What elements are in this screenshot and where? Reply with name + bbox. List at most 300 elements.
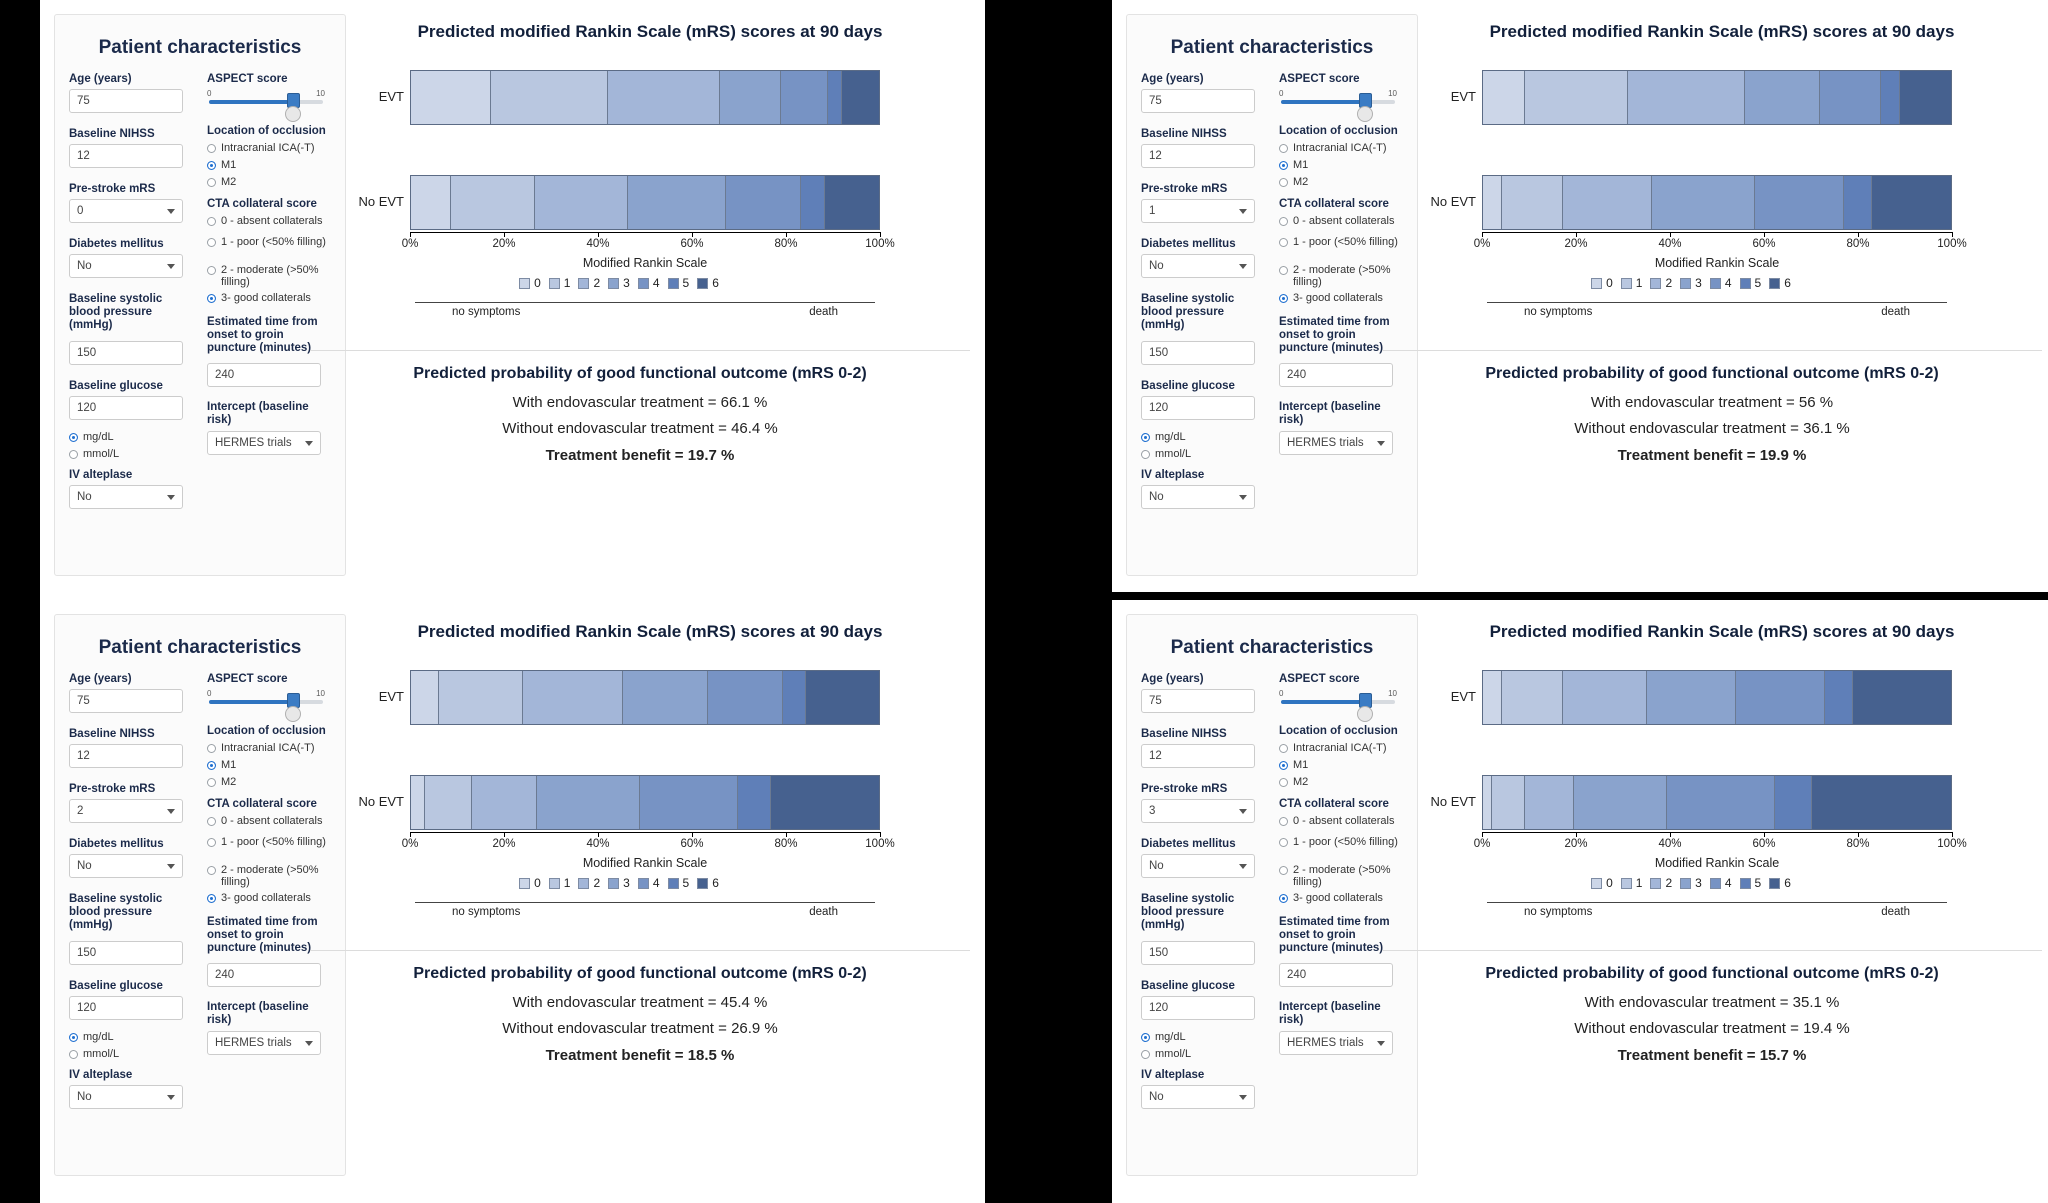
intercept-label: Intercept (baseline risk): [1279, 401, 1381, 426]
x-axis-tick-1: [504, 232, 505, 237]
chart-title: Predicted modified Rankin Scale (mRS) scores at 90 days: [417, 22, 883, 41]
collateral-3-label: 3- good collaterals: [1293, 892, 1383, 904]
legend-label-3: 3: [1695, 276, 1702, 290]
aspect-slider-handle[interactable]: [285, 106, 301, 122]
time-label: Estimated time from onset to groin puncture (minutes): [1279, 916, 1390, 954]
collateral-0-label: 0 - absent collaterals: [221, 815, 323, 827]
x-axis-tick-0: [1482, 832, 1483, 837]
ivt-label: IV alteplase: [69, 469, 133, 481]
collateral-2-radio[interactable]: [207, 266, 216, 275]
prestroke-label: Pre-stroke mRS: [69, 783, 156, 795]
x-axis-tick-3: [692, 832, 693, 837]
legend-label-0: 0: [534, 276, 541, 290]
collateral-3-radio[interactable]: [207, 294, 216, 303]
occlusion-m1-radio[interactable]: [1279, 161, 1288, 170]
glucose-unit-mmol-label: mmol/L: [83, 448, 120, 460]
occlusion-ica-label: Intracranial ICA(-T): [221, 742, 315, 754]
legend-label-0: 0: [1606, 876, 1613, 890]
window-content-bottom-left: [40, 600, 985, 1203]
x-axis-tick-label-5: 100%: [865, 238, 895, 250]
bar-segment-mrs-3: [1745, 71, 1820, 124]
form-title: Patient characteristics: [1170, 637, 1374, 658]
prestroke-select[interactable]: [1141, 799, 1255, 823]
occlusion-ica-label: Intracranial ICA(-T): [1293, 142, 1387, 154]
occlusion-m2[interactable]: [207, 776, 331, 788]
nihss-label: Baseline NIHSS: [1141, 128, 1227, 140]
glucose-unit-mmol-radio[interactable]: [1141, 450, 1150, 459]
prestroke-select[interactable]: [69, 199, 183, 223]
legend-label-1: 1: [1635, 276, 1643, 290]
patient-characteristics-card: [54, 14, 346, 576]
app-window-top-right: [1112, 0, 2048, 592]
legend-label-5: 5: [682, 876, 690, 890]
bar-row-label-0: EVT: [1450, 688, 1476, 704]
x-axis-tick-4: [1858, 232, 1859, 237]
bar-segment-mrs-4: [726, 176, 801, 229]
x-axis-tick-2: [1670, 232, 1671, 237]
ivt-label: IV alteplase: [1141, 469, 1205, 481]
aspect-slider-track-active: [1281, 100, 1365, 104]
chevron-down-icon: [167, 864, 175, 869]
diabetes-select[interactable]: [69, 254, 183, 278]
occlusion-m1-label: M1: [221, 159, 237, 171]
collateral-0-radio[interactable]: [207, 817, 216, 826]
aspect-slider[interactable]: [1279, 689, 1397, 719]
collateral-3[interactable]: [207, 292, 331, 304]
intercept-label: Intercept (baseline risk): [1279, 1001, 1381, 1026]
occlusion-m1[interactable]: [1279, 159, 1403, 171]
age-input[interactable]: 75: [1141, 89, 1255, 113]
x-axis-tick-label-3: 60%: [1752, 238, 1776, 250]
form-title: Patient characteristics: [98, 37, 302, 58]
occlusion-m1[interactable]: [207, 159, 331, 171]
collateral-3[interactable]: [1279, 892, 1403, 904]
x-axis-tick-5: [880, 832, 881, 837]
occlusion-ica[interactable]: [207, 742, 331, 754]
occlusion-label: Location of occlusion: [1279, 125, 1398, 137]
glucose-label: Baseline glucose: [1141, 980, 1235, 992]
occlusion-ica-radio[interactable]: [1279, 144, 1288, 153]
collateral-1[interactable]: [207, 236, 331, 248]
bar-row-label-0: EVT: [378, 88, 404, 104]
occlusion-ica-label: Intracranial ICA(-T): [221, 142, 315, 154]
aspect-slider-min: 0: [207, 89, 212, 98]
result-without-evt: Without endovascular treatment = 26.9 %: [502, 1020, 778, 1037]
diabetes-select[interactable]: [1141, 854, 1255, 878]
bar-segment-mrs-0: [411, 671, 439, 724]
legend-swatch-1: [549, 878, 560, 889]
form-title: Patient characteristics: [1170, 37, 1374, 58]
collateral-2-label: 2 - moderate (>50% filling): [221, 264, 319, 288]
legend-arrow-labels: no symptoms death: [452, 306, 838, 318]
x-axis-tick-label-1: 20%: [1564, 238, 1588, 250]
collateral-1[interactable]: [207, 836, 331, 848]
occlusion-m2-radio[interactable]: [1279, 178, 1288, 187]
legend-swatch-4: [638, 878, 649, 889]
occlusion-m2-radio[interactable]: [207, 178, 216, 187]
nihss-label: Baseline NIHSS: [69, 128, 155, 140]
legend-swatch-6: [697, 278, 708, 289]
bar-segment-mrs-6: [1853, 671, 1951, 724]
legend-arrow-labels: no symptoms death: [452, 906, 838, 918]
occlusion-label: Location of occlusion: [1279, 725, 1398, 737]
aspect-slider-handle[interactable]: [1357, 706, 1373, 722]
glucose-input[interactable]: 120: [1141, 396, 1255, 420]
collateral-2-radio[interactable]: [1279, 866, 1288, 875]
age-input[interactable]: 75: [69, 89, 183, 113]
occlusion-m1[interactable]: [1279, 759, 1403, 771]
collateral-1-radio[interactable]: [1279, 838, 1288, 847]
chevron-down-icon: [1239, 864, 1247, 869]
collateral-2-radio[interactable]: [1279, 266, 1288, 275]
x-axis-tick-2: [598, 832, 599, 837]
glucose-unit-mgdl[interactable]: [1141, 431, 1265, 443]
occlusion-ica[interactable]: [1279, 142, 1403, 154]
glucose-unit-mmol-label: mmol/L: [83, 1048, 120, 1060]
window-content-bottom-right: [1112, 600, 2048, 1203]
glucose-unit-mgdl-label: mg/dL: [83, 1031, 114, 1043]
legend-label-1: 1: [563, 876, 571, 890]
legend-swatch-4: [1710, 278, 1721, 289]
bar-row-label-0: EVT: [1450, 88, 1476, 104]
chevron-down-icon: [167, 209, 175, 214]
collateral-2[interactable]: [1279, 864, 1403, 888]
bar-segment-mrs-5: [1775, 776, 1812, 829]
chevron-down-icon: [305, 1041, 313, 1046]
occlusion-ica[interactable]: [1279, 742, 1403, 754]
glucose-input[interactable]: 120: [69, 996, 183, 1020]
bar-segment-mrs-1: [1492, 776, 1525, 829]
result-without-evt: Without endovascular treatment = 19.4 %: [1574, 1020, 1850, 1037]
collateral-1[interactable]: [1279, 236, 1403, 248]
bar-segment-mrs-3: [720, 71, 781, 124]
legend-swatch-0: [1591, 878, 1602, 889]
bar-evt: [1482, 70, 1952, 125]
x-axis-tick-label-0: 0%: [401, 838, 419, 850]
legend-swatch-0: [519, 278, 530, 289]
x-axis-tick-label-5: 100%: [865, 838, 895, 850]
legend-label-3: 3: [1695, 876, 1702, 890]
diabetes-select-value: No: [1149, 860, 1164, 872]
collateral-2[interactable]: [207, 864, 331, 888]
ivt-select[interactable]: [1141, 485, 1255, 509]
legend-swatch-4: [638, 278, 649, 289]
diabetes-select[interactable]: [1141, 254, 1255, 278]
occlusion-m2[interactable]: [1279, 176, 1403, 188]
glucose-unit-mmol[interactable]: [1141, 448, 1265, 460]
collateral-2-radio[interactable]: [207, 866, 216, 875]
collateral-label: CTA collateral score: [207, 798, 317, 810]
occlusion-m2[interactable]: [207, 176, 331, 188]
bar-segment-mrs-6: [1872, 176, 1951, 229]
time-label: Estimated time from onset to groin puncture (minutes): [1279, 316, 1390, 354]
diabetes-select[interactable]: [69, 854, 183, 878]
age-input[interactable]: 75: [69, 689, 183, 713]
patient-characteristics-card: [54, 614, 346, 1176]
occlusion-ica-radio[interactable]: [207, 144, 216, 153]
occlusion-m2-label: M2: [1293, 776, 1309, 788]
x-axis-tick-1: [504, 832, 505, 837]
bar-segment-mrs-6: [806, 671, 879, 724]
prestroke-select-value: 3: [1149, 805, 1156, 817]
glucose-unit-mmol-radio[interactable]: [1141, 1050, 1150, 1059]
legend-swatch-2: [578, 278, 589, 289]
collateral-2[interactable]: [1279, 264, 1403, 288]
occlusion-m2-radio[interactable]: [207, 778, 216, 787]
x-axis-tick-3: [1764, 832, 1765, 837]
collateral-3-radio[interactable]: [1279, 894, 1288, 903]
collateral-label: CTA collateral score: [1279, 198, 1389, 210]
ivt-select[interactable]: [1141, 1085, 1255, 1109]
collateral-2-label: 2 - moderate (>50% filling): [221, 864, 319, 888]
aspect-slider[interactable]: [207, 89, 325, 119]
glucose-unit-mmol[interactable]: [1141, 1048, 1265, 1060]
bar-segment-mrs-4: [1820, 71, 1881, 124]
collateral-0[interactable]: [207, 215, 331, 227]
collateral-3-radio[interactable]: [207, 894, 216, 903]
chevron-down-icon: [167, 495, 175, 500]
collateral-2-label: 2 - moderate (>50% filling): [1293, 864, 1391, 888]
chart-title: Predicted modified Rankin Scale (mRS) scores at 90 days: [1489, 622, 1955, 641]
glucose-label: Baseline glucose: [69, 380, 163, 392]
bar-segment-mrs-6: [825, 176, 879, 229]
aspect-slider-track-active: [209, 100, 293, 104]
glucose-unit-mgdl-label: mg/dL: [1155, 431, 1186, 443]
x-axis-tick-label-5: 100%: [1937, 838, 1967, 850]
collateral-0[interactable]: [1279, 815, 1403, 827]
glucose-unit-mmol-radio[interactable]: [69, 450, 78, 459]
bar-segment-mrs-1: [491, 71, 608, 124]
occlusion-m1[interactable]: [207, 759, 331, 771]
legend-label-2: 2: [593, 876, 601, 890]
ivt-select[interactable]: [69, 485, 183, 509]
legend-arrow-line: [1487, 902, 1947, 903]
glucose-unit-mgdl[interactable]: [1141, 1031, 1265, 1043]
occlusion-m1-radio[interactable]: [207, 761, 216, 770]
chevron-down-icon: [1239, 809, 1247, 814]
bar-segment-mrs-5: [1881, 71, 1900, 124]
legend-label-4: 4: [652, 876, 660, 890]
glucose-unit-mgdl[interactable]: [69, 1031, 193, 1043]
x-axis-tick-1: [1576, 832, 1577, 837]
sbp-input[interactable]: 150: [69, 941, 183, 965]
bar-segment-mrs-1: [425, 776, 472, 829]
legend-swatch-6: [1769, 278, 1780, 289]
ivt-label: IV alteplase: [1141, 1069, 1205, 1081]
aspect-label: ASPECT score: [207, 73, 288, 85]
bar-segment-mrs-0: [411, 71, 491, 124]
collateral-0[interactable]: [207, 815, 331, 827]
collateral-3-radio[interactable]: [1279, 294, 1288, 303]
intercept-select-value: HERMES trials: [1287, 1037, 1364, 1049]
diabetes-label: Diabetes mellitus: [1141, 838, 1236, 850]
x-axis-tick-label-1: 20%: [492, 238, 516, 250]
time-input[interactable]: 240: [1279, 363, 1393, 387]
intercept-label: Intercept (baseline risk): [207, 401, 309, 426]
bar-segment-mrs-5: [801, 176, 824, 229]
collateral-0-radio[interactable]: [1279, 217, 1288, 226]
occlusion-m1-label: M1: [221, 759, 237, 771]
bar-segment-mrs-0: [1483, 71, 1525, 124]
result-with-evt: With endovascular treatment = 56 %: [1590, 394, 1834, 411]
legend-label-5: 5: [682, 276, 690, 290]
prestroke-select[interactable]: [69, 799, 183, 823]
x-axis-tick-label-4: 80%: [1846, 838, 1870, 850]
legend-label-4: 4: [652, 276, 660, 290]
bar-row-label-0: EVT: [378, 688, 404, 704]
x-axis: [410, 832, 880, 833]
sbp-input[interactable]: 150: [69, 341, 183, 365]
x-axis-tick-0: [410, 832, 411, 837]
glucose-unit-mgdl-radio[interactable]: [69, 1033, 78, 1042]
collateral-2[interactable]: [207, 264, 331, 288]
bar-evt: [1482, 670, 1952, 725]
occlusion-m2-label: M2: [221, 776, 237, 788]
legend-label-6: 6: [712, 276, 719, 290]
nihss-input[interactable]: 12: [69, 744, 183, 768]
legend-swatch-2: [1650, 278, 1661, 289]
glucose-unit-mmol-radio[interactable]: [69, 1050, 78, 1059]
bar-segment-mrs-6: [842, 71, 879, 124]
x-axis-tick-label-2: 40%: [1658, 238, 1682, 250]
bar-segment-mrs-3: [628, 176, 726, 229]
bar-segment-mrs-2: [472, 776, 537, 829]
ivt-select-value: No: [77, 491, 92, 503]
intercept-select[interactable]: [207, 1031, 321, 1055]
legend-swatch-1: [1621, 278, 1632, 289]
aspect-slider[interactable]: [1279, 89, 1397, 119]
occlusion-m1-radio[interactable]: [207, 161, 216, 170]
bar-segment-mrs-1: [451, 176, 535, 229]
nihss-input[interactable]: 12: [1141, 744, 1255, 768]
prestroke-select[interactable]: [1141, 199, 1255, 223]
bar-row-label-1: No EVT: [358, 793, 404, 809]
occlusion-ica-radio[interactable]: [1279, 744, 1288, 753]
legend-swatch-1: [549, 278, 560, 289]
sbp-label: Baseline systolic blood pressure (mmHg): [69, 893, 163, 931]
glucose-unit-mgdl-radio[interactable]: [1141, 1033, 1150, 1042]
intercept-select[interactable]: [1279, 1031, 1393, 1055]
occlusion-m1-radio[interactable]: [1279, 761, 1288, 770]
sbp-input[interactable]: 150: [1141, 941, 1255, 965]
collateral-0-radio[interactable]: [1279, 817, 1288, 826]
legend-swatch-6: [1769, 878, 1780, 889]
collateral-3[interactable]: [207, 892, 331, 904]
glucose-unit-mgdl-radio[interactable]: [1141, 433, 1150, 442]
occlusion-ica-radio[interactable]: [207, 744, 216, 753]
bar-segment-mrs-4: [1736, 671, 1825, 724]
collateral-1-radio[interactable]: [1279, 238, 1288, 247]
chevron-down-icon: [305, 441, 313, 446]
x-axis-tick-5: [880, 232, 881, 237]
patient-characteristics-card: [1126, 614, 1418, 1176]
chevron-down-icon: [1377, 1041, 1385, 1046]
collateral-1-label: 1 - poor (<50% filling): [1293, 236, 1398, 248]
sbp-label: Baseline systolic blood pressure (mmHg): [69, 293, 163, 331]
result-benefit: Treatment benefit = 19.9 %: [1617, 447, 1807, 464]
x-axis-tick-3: [692, 232, 693, 237]
collateral-3[interactable]: [1279, 292, 1403, 304]
legend-label-1: 1: [1635, 876, 1643, 890]
glucose-input[interactable]: 120: [1141, 996, 1255, 1020]
collateral-1[interactable]: [1279, 836, 1403, 848]
ivt-select[interactable]: [69, 1085, 183, 1109]
legend-label-4: 4: [1724, 276, 1732, 290]
bar-segment-mrs-0: [1483, 176, 1502, 229]
bar-segment-mrs-1: [1502, 176, 1563, 229]
time-input[interactable]: 240: [1279, 963, 1393, 987]
bar-evt: [410, 670, 880, 725]
occlusion-label: Location of occlusion: [207, 725, 326, 737]
prestroke-label: Pre-stroke mRS: [69, 183, 156, 195]
bar-segment-mrs-4: [1667, 776, 1775, 829]
result-without-evt: Without endovascular treatment = 36.1 %: [1574, 420, 1850, 437]
ivt-label: IV alteplase: [69, 1069, 133, 1081]
collateral-0[interactable]: [1279, 215, 1403, 227]
bar-row-label-1: No EVT: [358, 193, 404, 209]
aspect-slider-max: 10: [1388, 89, 1397, 98]
results-divider: [310, 950, 970, 951]
legend-label-0: 0: [1606, 276, 1613, 290]
glucose-unit-mgdl[interactable]: [69, 431, 193, 443]
glucose-unit-mmol-label: mmol/L: [1155, 448, 1192, 460]
glucose-unit-mgdl-label: mg/dL: [1155, 1031, 1186, 1043]
aspect-slider-handle[interactable]: [1357, 106, 1373, 122]
bar-segment-mrs-6: [1812, 776, 1951, 829]
nihss-input[interactable]: 12: [1141, 144, 1255, 168]
x-axis-tick-label-0: 0%: [1473, 238, 1491, 250]
intercept-select[interactable]: [1279, 431, 1393, 455]
occlusion-ica[interactable]: [207, 142, 331, 154]
aspect-slider-handle[interactable]: [285, 706, 301, 722]
results-title: Predicted probability of good functional outcome (mRS 0-2): [1485, 965, 1939, 982]
glucose-label: Baseline glucose: [69, 980, 163, 992]
occlusion-m2[interactable]: [1279, 776, 1403, 788]
sbp-input[interactable]: 150: [1141, 341, 1255, 365]
time-input[interactable]: 240: [207, 363, 321, 387]
diabetes-select-value: No: [77, 260, 92, 272]
legend-swatch-3: [608, 878, 619, 889]
time-input[interactable]: 240: [207, 963, 321, 987]
bar-segment-mrs-2: [523, 671, 623, 724]
bar-segment-mrs-6: [771, 776, 879, 829]
aspect-slider[interactable]: [207, 689, 325, 719]
x-axis-tick-4: [786, 232, 787, 237]
result-with-evt: With endovascular treatment = 45.4 %: [512, 994, 768, 1011]
glucose-unit-mgdl-radio[interactable]: [69, 433, 78, 442]
age-input[interactable]: 75: [1141, 689, 1255, 713]
intercept-select[interactable]: [207, 431, 321, 455]
legend-label-2: 2: [1665, 276, 1673, 290]
prestroke-select-value: 1: [1149, 205, 1156, 217]
result-with-evt: With endovascular treatment = 66.1 %: [512, 394, 768, 411]
bar-segment-mrs-1: [1525, 71, 1628, 124]
ivt-select-value: No: [1149, 491, 1164, 503]
collateral-1-radio[interactable]: [207, 838, 216, 847]
collateral-0-radio[interactable]: [207, 217, 216, 226]
nihss-input[interactable]: 12: [69, 144, 183, 168]
intercept-select-value: HERMES trials: [1287, 437, 1364, 449]
occlusion-m2-radio[interactable]: [1279, 778, 1288, 787]
legend-swatch-5: [668, 278, 679, 289]
x-axis-tick-label-5: 100%: [1937, 238, 1967, 250]
glucose-input[interactable]: 120: [69, 396, 183, 420]
x-axis-tick-5: [1952, 832, 1953, 837]
x-axis-title: Modified Rankin Scale: [582, 856, 708, 870]
glucose-unit-mmol[interactable]: [69, 1048, 193, 1060]
glucose-unit-mmol[interactable]: [69, 448, 193, 460]
collateral-1-radio[interactable]: [207, 238, 216, 247]
